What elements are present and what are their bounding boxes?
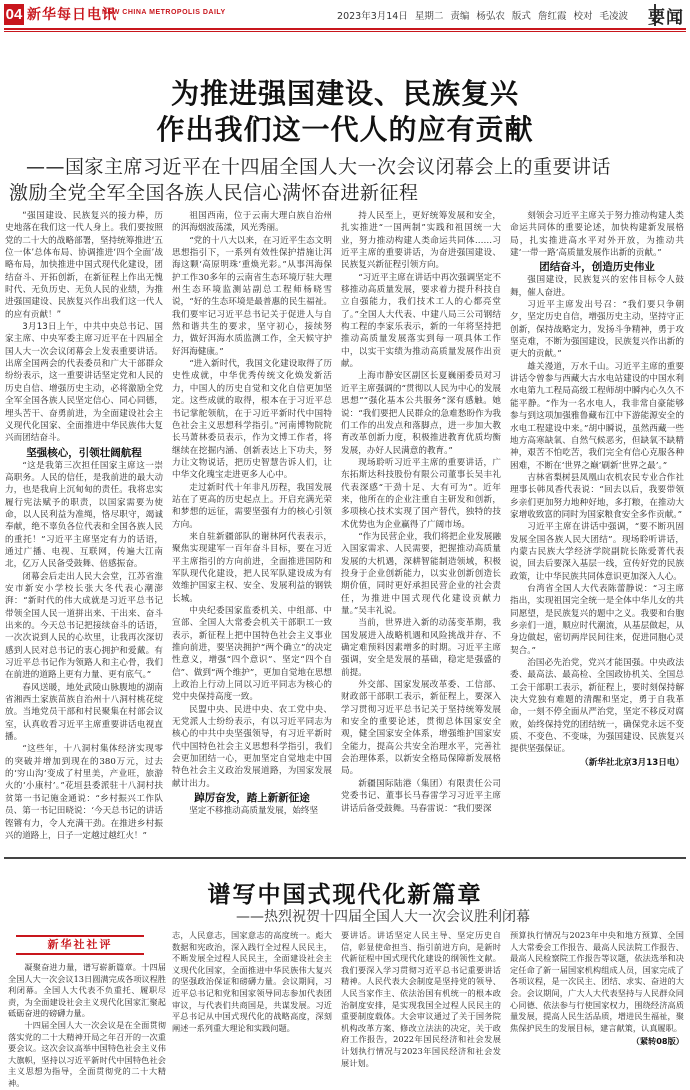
paragraph: “这是我第三次担任国家主席这一崇高职务。人民的信任，是我前进的最大动力，也是我肩上沉甸甸的责任。我将忠实履行宪法赋予的职责，以国家需要为使命，以人民利益为准绳，恪尽职守，竭诚奉献，绝不辜负各位代表和全国各族人民的重托！”习近平主席坚定有力的话语，通过广播、电视、互联网，传遍大江南北，亿万人民备受鼓舞、倍感振奋。 bbox=[5, 460, 163, 570]
paragraph: 走过新时代十年非凡历程，我国发展站在了更高的历史起点上。开启充满光荣和梦想的远征，需要坚强有力的核心引领方向。 bbox=[172, 482, 332, 530]
editorial-column-4 bbox=[510, 930, 684, 1036]
paragraph: 民盟中央、民进中央、农工党中央、无党派人士纷纷表示，有以习近平同志为核心的中共中央坚强领导，有习近平新时代中国特色社会主义思想科学指引，我们会更加团结一心，更加坚定自觉地走中国特色社会主义政治发展道路，为国家发展献计出力。 bbox=[172, 704, 332, 789]
paragraph: 坚定不移推动高质量发展，始终坚 bbox=[189, 806, 319, 817]
section-subhead: 坚强核心，引领壮阔航程 bbox=[26, 446, 142, 459]
paragraph: “作为民营企业，我们将把企业发展融入国家需求、人民需要，把握推动高质量发展的大机遇，深耕智能制造领域，积极投身于企业创新能力，以实业创新创造长期价值，同时更好承担民营企业的社会责任，为推进中国式现代化建设贡献力量。”吴丰礼说。 bbox=[341, 531, 501, 616]
paragraph: 闭幕会后走出人民大会堂，江苏省淮安市新安小学校长张大冬代表心潮澎湃：“新时代的伟大成就是习近平总书记带领全国人民一道拼出来、干出来、奋斗出来的。今天总书记把接续奋斗的话语，一次次说到人民的心坎里，让我再次深切感到人民对总书记的衷心拥护和爱戴。有习近平总书记作为领路人和主心骨，我们在前进的道路上更有力量、更有底气。” bbox=[5, 571, 163, 681]
page-number: 04 bbox=[5, 6, 23, 23]
paragraph: 雄关漫道，万水千山。习近平主席的重要讲话令曾参与西藏大古水电站建设的中国水利水电第九工程局高级工程师胡中瞬内心久久不能平静。“作为一名水电人，我非常自豪能够参与到这项加强雅鲁藏布江中下游能源安全的水电工程建设中来。”胡中瞬说，虽然西藏一些地方高寒缺氧、自然气候恶劣，但缺氧不缺精神，艰苦不怕吃苦，我们完全有信心克服各种困难，不断在‘世界之巅’刷新‘世界之最’。” bbox=[510, 361, 684, 471]
article-column-2 bbox=[172, 210, 332, 850]
paragraph: 志，人民意志，国家意志的高度统一。彪大数据和宪政治，深入践行全过程人民民主，不断发展全过程人民民主，全面建设社会主义现代化国家，全面推进中华民族伟大复兴的坚强政治保证和磅礴力量。会议期间，习近平总书记和党和国家领导同志参加代表团审议，与代表们共商国是，共谋发展。习近平总书记从中国式现代化的战略高度，深刻阐述一系列重大理论和实践问题。 bbox=[172, 930, 332, 1033]
continued-credit: （紧转08版） bbox=[631, 1036, 684, 1046]
issue-info: 2023年3月14日 星期二 责编 杨弘农 版式 詹红霞 校对 毛凌波 bbox=[337, 11, 628, 22]
subheadline-1: ——国家主席习近平在十四届全国人大一次会议闭幕会上的重要讲话 bbox=[26, 156, 612, 178]
paragraph: 上海市静安区副区长夏巍丽委员对习近平主席强调的“贯彻以人民为中心的发展思想”“强化基本公共服务”深有感触。她说：“我们要把人民群众的急难愁盼作为我们工作的出发点和落脚点，进一步加大教育改革创新力度，积极推进教育优质均衡发展，办好人民满意的教育。” bbox=[341, 371, 501, 456]
headline-2: 谱写中国式现代化新篇章 bbox=[207, 882, 483, 908]
paragraph: 吉林省梨树县凤凰山农机农民专业合作社理事长韩凤香代表说：“回去以后，我要带领乡亲们更加努力地种好地，多打粮，在推动大家增收致富的同时为国家粮食安全多作贡献。” bbox=[510, 472, 684, 520]
paragraph: 治国必先治党，党兴才能国强。中央政法委、最高法、最高检、全国政协机关、全国总工会干部职工表示，新征程上，要时刻保持解决大党独有难题的清醒和坚定，勇于自我革命，一刻不停全面从严治党，坚定不移反对腐败，始终保持党的团结统一，确保党永远不变质、不变色、不变味，为强国建设、民族复兴提供坚强保证。 bbox=[510, 658, 684, 755]
paragraph: “这些年，十八洞村集体经济实现零的突破并增加到现在的380万元，过去的‘穷山沟’变成了村里美，产业旺，旅游火的‘小康村’。”花垣县委派驻十八洞村扶贫第一书记施金通说：“乡村振兴工作队员、第一书记田晓说：‘今天总书记的讲话铿锵有力，令人充满干劲。在推进乡村振兴的道路上，日子一定越过越红火！” bbox=[5, 744, 163, 841]
paragraph: “进入新时代，我国文化建设取得了历史性成就，中华优秀传统文化焕发新活力，中国人的历史自觉和文化自信更加坚定。这些成就的取得，根本在于习近平总书记掌舵领航，在于习近平新时代中国特色社会主义思想科学指引。”河南博物院院长马萧林委员表示，作为文博工作者，将继续在挖掘内涵、创新表达上下功夫，努力让文物说话，把历史智慧告诉人们，让中华文化瑰宝走进更多人心中。 bbox=[172, 359, 332, 481]
paragraph: 持人民至上，更好统筹发展和安全，扎实推进“一国两制”实践和祖国统一大业，努力推动构建人类命运共同体……习近平主席的重要讲话，为奋进强国建设、民族复兴新征程引领方向。 bbox=[341, 211, 501, 271]
paragraph: 新疆国际陆港（集团）有限责任公司党委书记、董事长马春雷学习习近平主席讲话后备受鼓舞。马春雷说：“我们要深 bbox=[341, 778, 501, 814]
article-column-4 bbox=[510, 210, 684, 850]
paragraph: “习近平主席在讲话中再次强调坚定不移推动高质量发展，要求着力提升科技自立自强能力，我们技术工人的心都亮堂了。”全国人大代表、中建八局三公司钢结构工程的李家乐表示，新的一年将坚持把推动高质量发展落实到每一项具体工作中，以实干实绩为推动高质量发展作出贡献。 bbox=[341, 272, 501, 370]
paragraph: 习近平主席在讲话中强调，“要不断巩固发展全国各族人民大团结”。现场聆听讲话，内蒙古民族大学经济学院副院长陈爱菁代表说，回去后要深入基层一线，宣传好党的民族政策，让中华民族共同体意识更加深入人心。 bbox=[510, 522, 684, 582]
editorial-column-3 bbox=[341, 930, 501, 1068]
header-rule bbox=[4, 28, 686, 30]
column-label-text: 新华社社评 bbox=[47, 938, 113, 951]
paragraph: 3月13日上午，中共中央总书记、国家主席、中央军委主席习近平在十四届全国人大一次会议闭幕会上发表重要讲话。出席全国两会的代表委员和广大干部群众纷纷表示，这一重要讲话坚定党和人民的历史自信、增强历史主动，必将激励全党全军全国各族人民坚定信心、同心同德，埋头苦干、奋勇前进，为全面建设社会主义现代化国家、全面推进中华民族伟大复兴而团结奋斗。 bbox=[5, 322, 163, 444]
paragraph: 预算执行情况与2023年中央和地方预算、全国人大常委会工作报告、最高人民法院工作报告、最高人民检察院工作报告等议题，依法选举和决定任命了新一届国家机构组成人员，国家完成了各项议程，是一次民主、团结、求实、奋进的大会。会议期间，广大人大代表坚持与人民群众同心同德、依法参与行使国家权力，围绕经济高质量发展，提高人民生活品质，增进民生福祉，聚焦保护民生的发展目标，建言献策，认真履职。 bbox=[510, 930, 684, 1033]
subheadline-2: 激励全党全军全国各族人民信心满怀奋进新征程 bbox=[9, 182, 419, 204]
column-label bbox=[16, 935, 144, 953]
lead-paragraph: “强国建设、民族复兴的接力棒，历史地落在我们这一代人身上。我们要按照党的二十大的战略部署，坚持统筹推进‘五位一体’总体布局、协调推进‘四个全面’战略布局，加快推进中国式现代化建设，团结奋斗、开拓创新，在新征程上作出无愧时代、无负历史、无负人民的业绩，为推进强国建设、民族复兴作出我们这一代人的应有贡献！” bbox=[5, 211, 163, 320]
paragraph: 来自驻新疆部队的谢林阿代表表示，聚焦实现建军一百年奋斗目标，要在习近平主席指引的方向前进，全面推进国防和军队现代化建设，把人民军队建设成为有效维护国家主权、安全、发展利益的钢铁长城。 bbox=[172, 531, 332, 604]
section-subhead: 团结奋斗，创造历史伟业 bbox=[539, 261, 655, 274]
paragraph: “党的十八大以来，在习近平生态文明思想指引下，一系列有效性保护措施让洱海这颗‘高原明珠’重焕光彩。”从事洱海保护工作30多年的云南省生态环境厅驻大理州生态环境监测站副总工程师杨晓雪说，“好的生态环境是最普惠的民生福祉。我们要牢记习近平总书记关于促进人与自然和谐共生的要求，坚守初心，接续努力，做好洱海水质监测工作，全天候守护好洱海健康。” bbox=[172, 235, 332, 357]
paragraph: 强国建设，民族复兴的宏伟目标令人鼓舞，催人奋进。 bbox=[510, 275, 684, 298]
editorial-column-2 bbox=[172, 930, 332, 1048]
paragraph: 十四届全国人大一次会议是在全面贯彻落实党的二十大精神开局之年召开的一次重要会议。这次会议高举中国特色社会主义伟大旗帜，坚持以习近平新时代中国特色社会主义思想为指导，全面贯彻党的二十大精神。 bbox=[8, 1019, 166, 1088]
article-separator bbox=[4, 857, 686, 859]
header-rule-thin bbox=[4, 31, 686, 32]
paragraph: 当前，世界进入新的动荡变革期，我国发展进入战略机遇和风险挑战并存、不确定难预料因素增多的时期。习近平主席强调，安全是发展的基础，稳定是强盛的前提。 bbox=[341, 618, 501, 678]
paragraph: 台湾省全国人大代表陈蕾静说：“习主席指出，实现祖国完全统一是全体中华儿女的共同愿望，是民族复兴的题中之义。我要和台胞乡亲们一道，顺应时代潮流，从基层做起，从身边做起，密切两岸民间往来，促进同胞心灵契合。” bbox=[510, 583, 684, 656]
dateline-credit: （新华社北京3月13日电） bbox=[580, 757, 684, 768]
paragraph: 春风送暖，地处武陵山脉腹地的湖南省湘西土家族苗族自治州十八洞村桃花绽放。当地党员干部和村民聚集在村部会议室，认真收看习近平主席重要讲话电视直播。 bbox=[5, 682, 163, 743]
article-column-3 bbox=[341, 210, 501, 850]
masthead-english: NEW CHINA METROPOLIS DAILY bbox=[102, 9, 226, 16]
label-rule-bottom bbox=[16, 953, 144, 955]
section-subhead: 踔厉奋发，踏上新新征途 bbox=[194, 792, 310, 805]
paragraph: 习近平主席发出号召：“我们要只争朝夕，坚定历史自信，增强历史主动，坚持守正创新，保持战略定力，发扬斗争精神，勇于攻坚克难，不断为强国建设，民族复兴作出新的更大的贡献。” bbox=[510, 300, 684, 360]
masthead-logo: 新华每日电讯 bbox=[27, 7, 117, 23]
paragraph: 祖国西南，位于云南大理白族自治州的洱海烟波荡漾，风光秀丽。 bbox=[172, 211, 332, 234]
paragraph: 中央纪委国家监委机关、中组部、中宣部、全国人大常委会机关干部职工一致表示，新征程上把中国特色社会主义事业推向前进，要坚决拥护“两个确立”的决定性意义，增强“四个意识”、坚定“四个自信”、做到“两个维护”，更加自觉地在思想上政治上行动上同以习近平同志为核心的党中央保持高度一致。 bbox=[172, 606, 332, 703]
article-column-1 bbox=[5, 210, 163, 850]
paragraph: 外交部、国家发展改革委、工信部、财政部干部职工表示，新征程上，要深入学习贯彻习近平总书记关于坚持统筹发展和安全的重要论述，贯彻总体国家安全观，健全国家安全体系，增强维护国家安全能力，提高公共安全治理水平，完善社会治理体系，以新安全格局保障新发展格局。 bbox=[341, 680, 501, 777]
subheadline-3: ——热烈祝贺十四届全国人大一次会议胜利闭幕 bbox=[236, 909, 530, 925]
paragraph: 现场聆听习近平主席的重要讲话，广东拓斯达科技股份有限公司董事长吴丰礼代表深感“干劲十足、大有可为”。近年来，他所在的企业注重自主研发和创新，多项核心技术实现了国产替代，独特的技术优势也为企业赢得了广阔市场。 bbox=[341, 457, 501, 530]
paragraph: 要讲话。讲话坚定人民主导、坚定历史自信，彰显使命担当、指引前进方向，是新时代新征程中国式现代化建设的纲领性文献。我们要深入学习贯彻习近平总书记重要讲话精神。人民代表大会制度是坚持党的领导、人民当家作主、依法治国有机统一的根本政治制度安排，是实现我国全过程人民民主的重要制度载体。大会审议通过了关于国务院机构改革方案、修改立法法的决定，关于政府工作报告，2022年国民经济和社会发展计划执行情况与2023年国民经济和社会发展计划。 bbox=[341, 930, 501, 1068]
headline-line-2: 作出我们这一代人的应有贡献 bbox=[156, 113, 534, 146]
paragraph: 刻领会习近平主席关于努力推动构建人类命运共同体的重要论述，加快构建新发展格局，扎实推进高水平对外开放，为推动共建‘一带一路’高质量发展作出新的贡献。” bbox=[510, 211, 684, 259]
paragraph: 凝聚奋进力量，谱写崭新篇章。十四届全国人大一次会议13日圆满完成各项议程胜利闭幕。全国人大代表不负重托、履职尽责，为全面建设社会主义现代化国家汇聚起砥砺奋进的磅礴力量。 bbox=[8, 962, 166, 1019]
editorial-column-1 bbox=[8, 962, 166, 1088]
headline-line-1: 为推进强国建设、民族复兴 bbox=[170, 77, 519, 110]
section-name: 要闻 bbox=[648, 8, 684, 28]
